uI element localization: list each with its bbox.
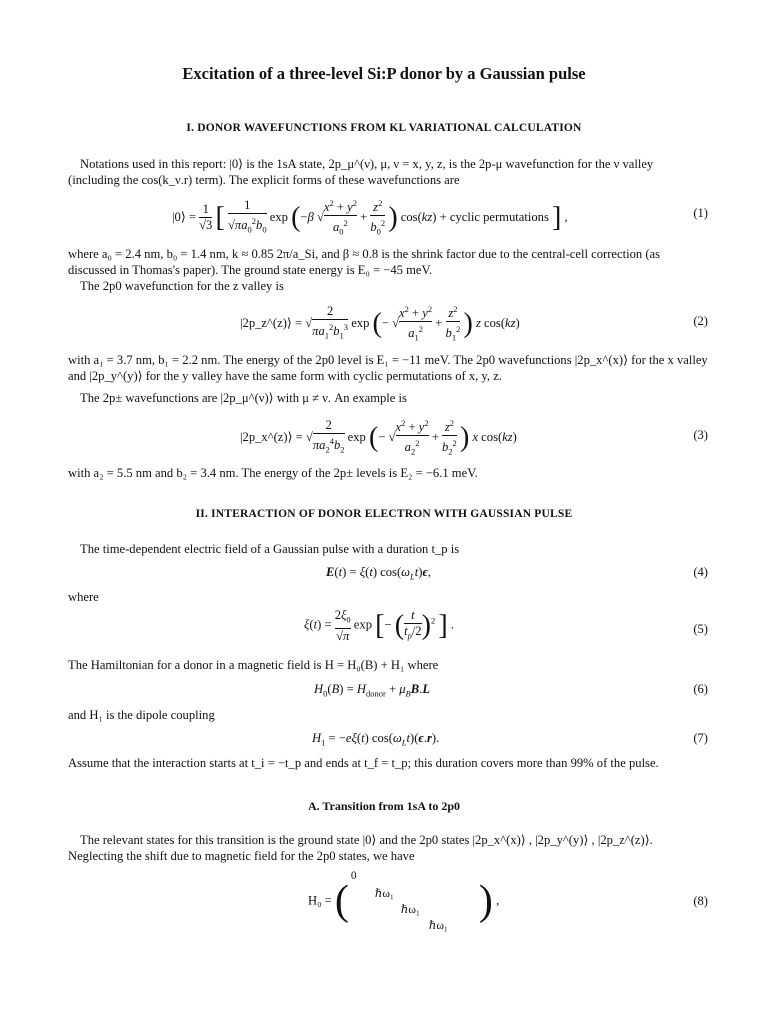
paragraph-2ppm-params-text: with a₂ = 5.5 nm and b₂ = 3.4 nm. The energy of the 2p± levels is E₂ = −6.1 meV.: [68, 466, 478, 480]
matrix-entry-2: ℏω₁: [374, 888, 394, 900]
equation-4-body: E(t) = ξ(t) $\cos(\omega_Lt)\epsilon$,: [326, 565, 432, 582]
equation-4: [68, 565, 708, 583]
paragraph-notations-text: Notations used in this report: |0⟩ is the 1sA state, 2p_μ^(ν), μ, ν = x, y, z, is the 2p-μ wavefunction for the ν valley (including the cos(k_ν.r) term). The explicit forms of these wavefunctions are: [68, 157, 654, 187]
paragraph-dipole-text: and H₁ is the dipole coupling: [68, 708, 215, 722]
paragraph-2p0-params: [68, 352, 708, 384]
equation-2: [68, 302, 708, 342]
equation-1-lhs: |0⟩ =: [172, 209, 196, 224]
paragraph-2p0-intro-text: The 2p0 wavefunction for the z valley is: [80, 279, 284, 293]
equation-8-lhs: H₀ =: [308, 893, 332, 908]
equation-8-trail: ,: [496, 893, 500, 908]
equation-1: [68, 196, 708, 237]
equation-3: [68, 416, 708, 456]
equation-8-matrix: [349, 870, 479, 932]
section-2-heading: II. INTERACTION OF DONOR ELECTRON WITH GAUSSIAN PULSE: [195, 508, 573, 520]
section-1-heading: I. DONOR WAVEFUNCTIONS FROM KL VARIATIONAL CALCULATION: [186, 122, 582, 134]
paragraph-gaussian-field: [68, 541, 708, 557]
paragraph-2p0-params-text: with a₁ = 3.7 nm, b₁ = 2.2 nm. The energy of the 2p0 level is E₁ = −11 meV. The 2p0 wavefunctions |2p_x^(x)⟩ for the x valley and |2p_y^(y)⟩ for the y valley have the same form with cyclic permutations of x, y, z.: [68, 353, 708, 383]
equation-8-body: H₀ = ( 0 ℏω₁ ℏω₁ ℏω₁ ) ,: [308, 870, 500, 932]
equation-6: [68, 682, 708, 700]
equation-3-number: (3): [693, 428, 708, 442]
paragraph-interaction-window-text: Assume that the interaction starts at t_i = −t_p and ends at t_f = t_p; this duration covers more than 99% of the pulse.: [68, 756, 659, 770]
equation-3-body: |2p_x^(z)⟩ = √ $\frac{2}{\pi a_2^4b_2}$ exp (− √ $\frac{x^2 + y^2}{a_2^2}$ + $\frac{z^2}{b_2^2}$ ) x cos(kz): [240, 416, 517, 460]
matrix-entry-1: 0: [350, 870, 357, 882]
paragraph-hamiltonian: [68, 657, 708, 673]
paragraph-relevant-states-text: The relevant states for this transition is the ground state |0⟩ and the 2p0 states |2p_x^(x)⟩ , |2p_y^(y)⟩ , |2p_z^(z)⟩. Neglecting the shift due to magnetic field for the 2p0 states, we have: [68, 833, 653, 863]
equation-2-lhs: |2p_z^(z)⟩ =: [240, 315, 303, 330]
equation-1-body: |0⟩ = $\frac{1}{√3}$ [ $\frac{1}{√\pi a_0^2b_0}$ exp (−β √ $\frac{x^2 + y^2}{a_0^2}$ + $\frac{z^2}{b_0^2}$ ) cos(kz) + cyclic permutations ] ,: [172, 196, 568, 240]
paragraph-where: [68, 589, 708, 605]
paragraph-constants-text: where a₀ = 2.4 nm, b₀ = 1.4 nm, k ≈ 0.85 2π/a_Si, and β ≈ 0.8 is the shrink factor due to the central-cell correction (as discussed in Thomas's paper). The ground state energy is E₀ = −45 meV.: [68, 247, 661, 277]
equation-5-number: (5): [693, 622, 708, 636]
paragraph-2p0-intro: [68, 278, 708, 294]
equation-6-body: $H_0(B) = H_{donor} + \mu_BB.L$: [314, 682, 431, 699]
equation-7: [68, 731, 708, 749]
paragraph-where-text: where: [68, 590, 99, 604]
equation-7-number: (7): [693, 731, 708, 745]
equation-7-body: $H_1 = -e\xi(t)$ $\cos(\omega_Lt)(\epsilon.r)$.: [312, 731, 440, 748]
paragraph-notations: [68, 156, 708, 188]
matrix-entry-3: ℏω₁: [400, 904, 420, 916]
paragraph-2ppm-params: [68, 465, 708, 481]
equation-5-body: ξ(t) = $\frac{2\xi_0}{√\pi}$ exp [− ( $\frac{t}{t_p/2}$ )$^2$ ] .: [304, 608, 454, 643]
paragraph-constants: [68, 246, 708, 278]
paragraph-2ppm-intro-text: The 2p± wavefunctions are |2p_μ^(ν)⟩ with μ ≠ ν. An example is: [80, 391, 407, 405]
subsection-a-heading: A. Transition from 1sA to 2p0: [307, 799, 460, 813]
paragraph-gaussian-field-text: The time-dependent electric field of a Gaussian pulse with a duration t_p is: [80, 542, 460, 556]
equation-3-lhs: |2p_x^(z)⟩ =: [240, 429, 303, 444]
paragraph-hamiltonian-text: The Hamiltonian for a donor in a magnetic field is H = H₀(B) + H₁ where: [68, 658, 439, 672]
equation-8-number: (8): [693, 894, 708, 908]
equation-5: [68, 608, 708, 650]
paragraph-interaction-window: [68, 755, 708, 771]
paragraph-relevant-states: [68, 832, 708, 864]
equation-6-number: (6): [693, 682, 708, 696]
equation-1-number: (1): [693, 206, 708, 220]
paper-title: Excitation of a three-level Si:P donor by a Gaussian pulse: [182, 64, 586, 83]
matrix-entry-4: ℏω₁: [428, 920, 448, 932]
equation-2-number: (2): [693, 314, 708, 328]
equation-8: [68, 870, 708, 934]
equation-1-prefactor: $\frac{1}{√3}$: [199, 202, 213, 233]
equation-4-number: (4): [693, 565, 708, 579]
equation-2-body: |2p_z^(z)⟩ = √ $\frac{2}{\pi a_1^2b_1^3}$ exp (− √ $\frac{x^2 + y^2}{a_1^2}$ + $\frac{z^2}{b_1^2}$ ) z cos(kz): [240, 302, 520, 346]
paragraph-dipole: [68, 707, 708, 723]
paragraph-2ppm-intro: [68, 390, 708, 406]
